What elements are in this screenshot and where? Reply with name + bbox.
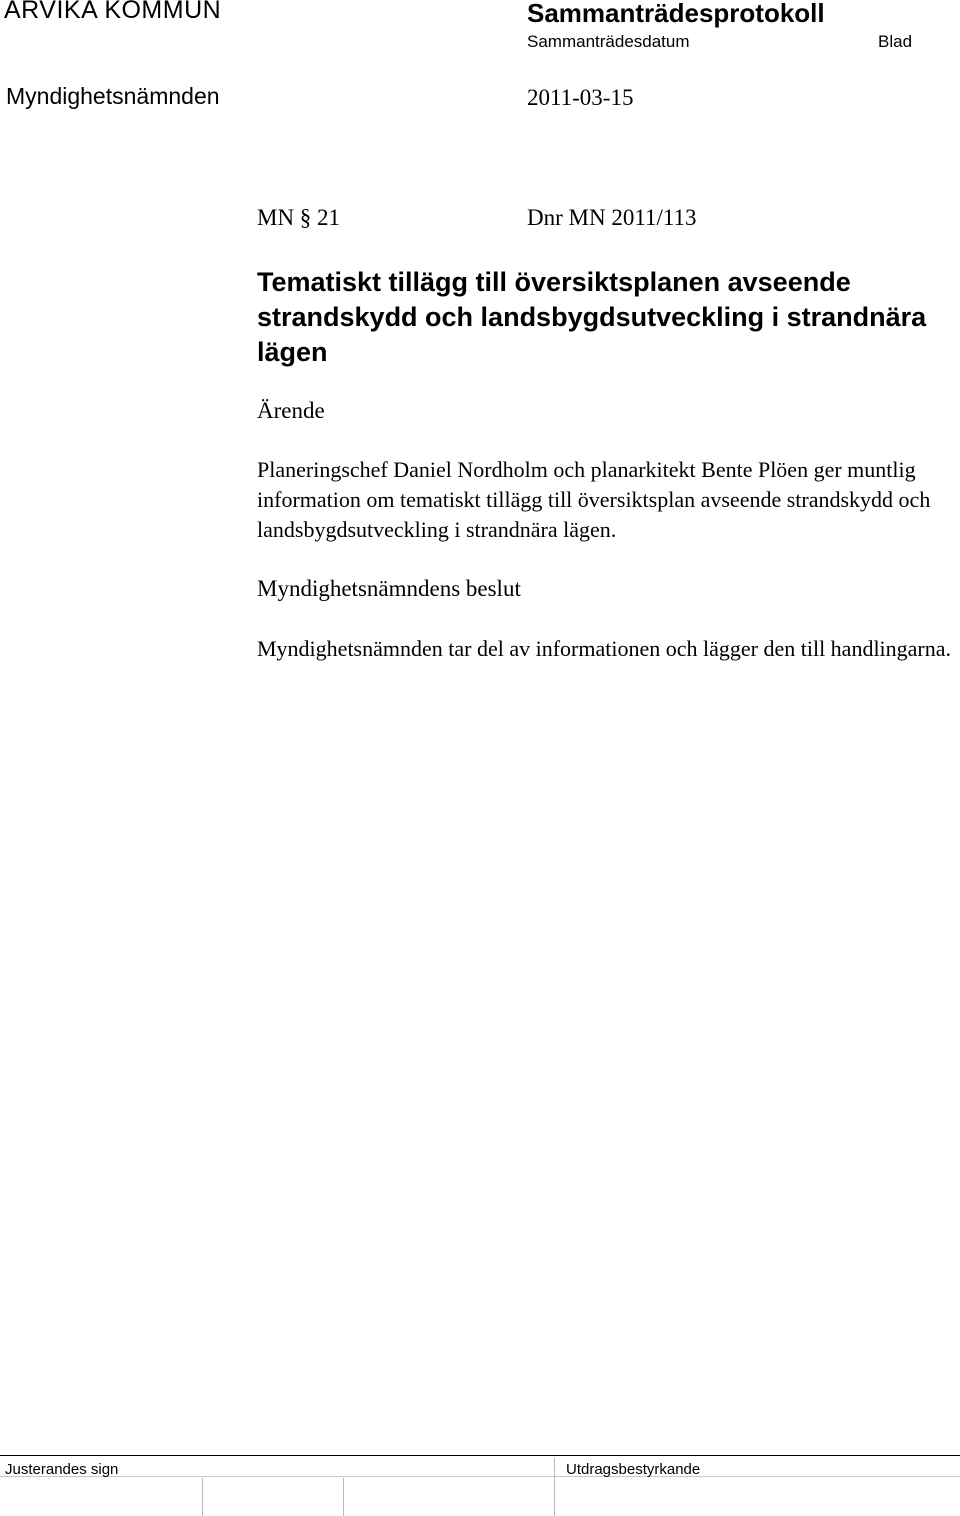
extract-certification-label: Utdragsbestyrkande: [566, 1461, 701, 1478]
document-type: Sammanträdesprotokoll: [527, 0, 825, 28]
case-number: MN § 21: [257, 205, 341, 230]
section-heading-arende: Ärende: [257, 398, 325, 423]
sheet-label: Blad: [878, 32, 913, 51]
section-body-arende: Planeringschef Daniel Nordholm och planarkitekt Bente Plöen ger muntlig information om tematiskt tillägg till översiktsplan avseende strandskydd och landsbygdsutveckling i strandnära lägen.: [257, 457, 931, 542]
section-heading-decision: Myndighetsnämndens beslut: [257, 576, 521, 601]
signature-box-divider: [343, 1478, 344, 1516]
registration-number: Dnr MN 2011/113: [527, 205, 697, 230]
meeting-date-label: Sammanträdesdatum: [527, 32, 690, 51]
signature-box-divider: [554, 1458, 555, 1516]
committee-name: Myndighetsnämnden: [6, 83, 220, 109]
meeting-date: 2011-03-15: [527, 85, 634, 110]
case-title: Tematiskt tillägg till översiktsplanen avseende strandskydd och landsbygdsutveckling i strandnära lägen: [257, 267, 927, 367]
signature-box-divider: [202, 1478, 203, 1516]
organization-name: ARVIKA KOMMUN: [4, 0, 222, 24]
footer-divider: [0, 1455, 960, 1456]
footer-inner-divider: [0, 1476, 960, 1477]
signature-label: Justerandes sign: [5, 1461, 119, 1478]
section-body-decision: Myndighetsnämnden tar del av informationen och lägger den till handlingarna.: [257, 636, 952, 661]
